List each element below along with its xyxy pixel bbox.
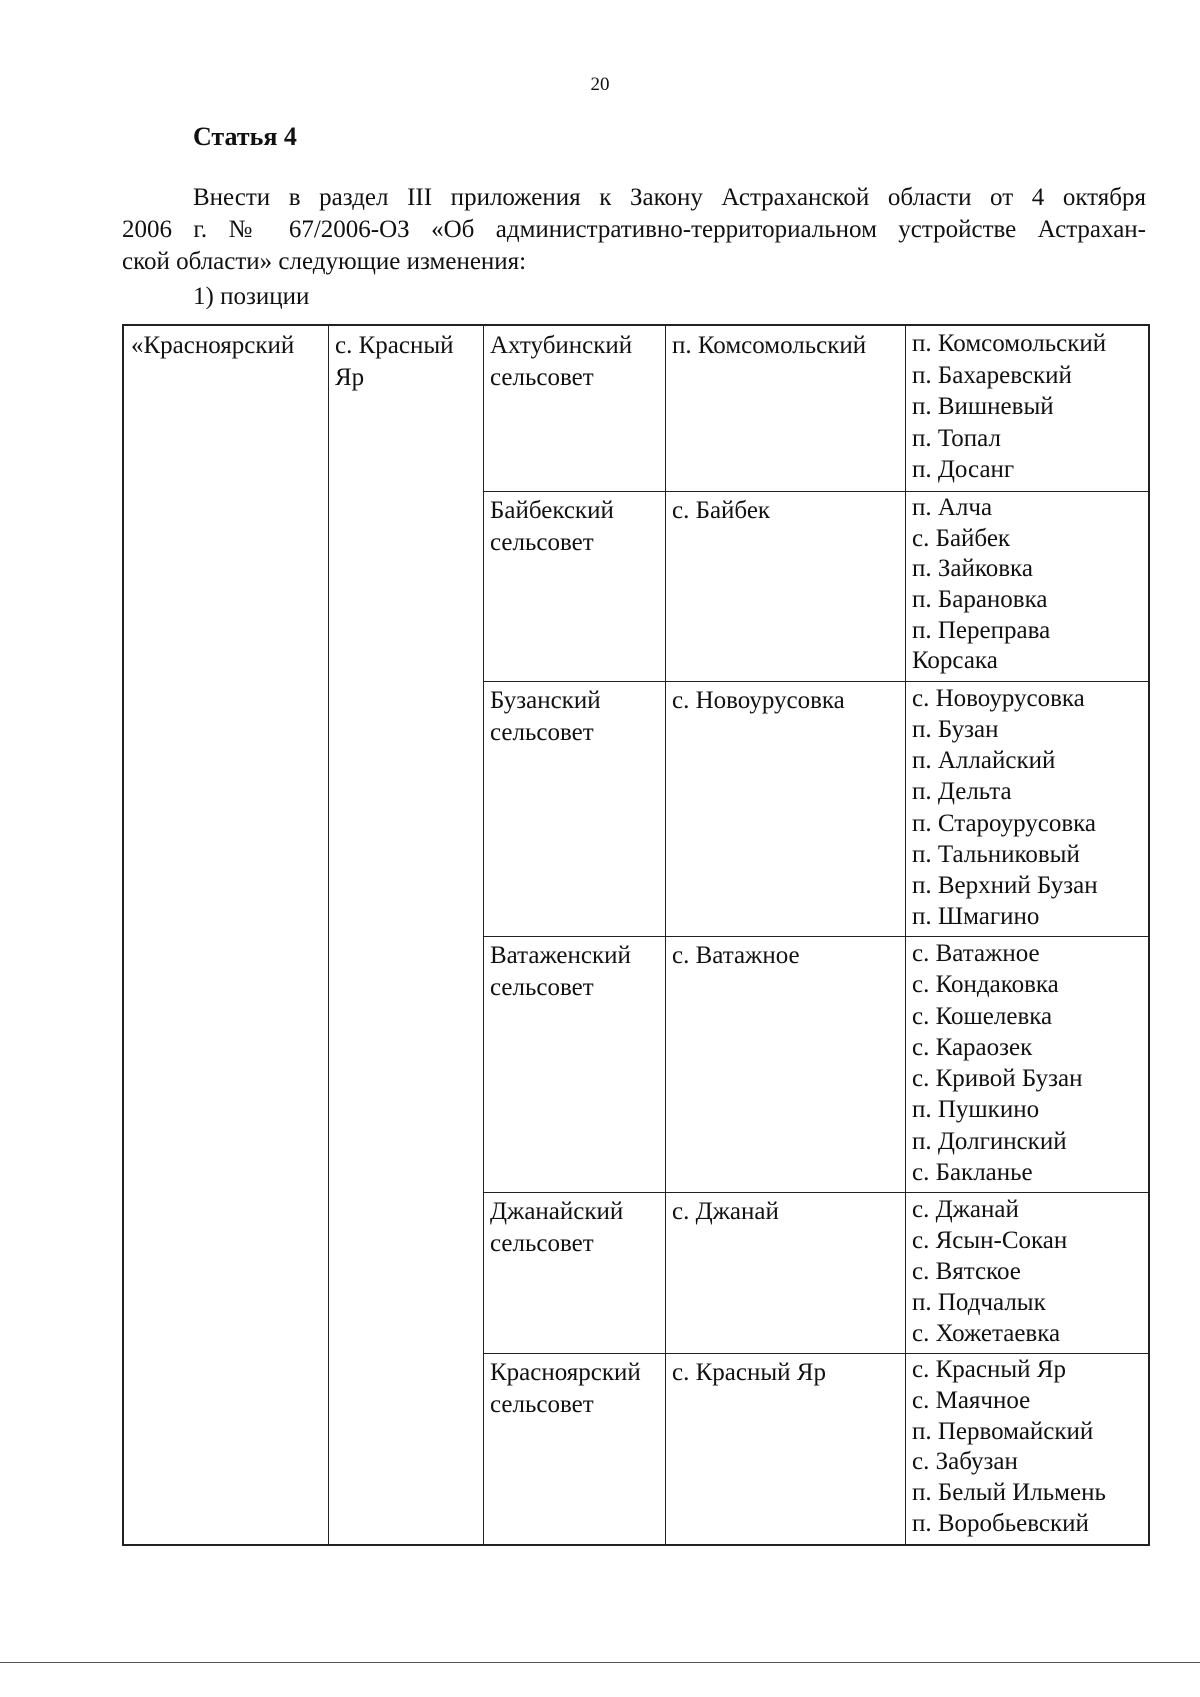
article-title: Статья 4 (193, 122, 297, 151)
council-cell (483, 936, 665, 1003)
settlement-name: п. Бузан (912, 716, 999, 744)
settlement-name: п. Топал (912, 424, 1001, 452)
bottom-rule (0, 1662, 1200, 1663)
council-name: Байбекский (490, 497, 614, 524)
settlement-name: с. Байбек (912, 524, 1011, 552)
council-name: сельсовет (490, 363, 594, 391)
settlements-cell (905, 936, 1148, 1188)
center-cell (665, 1353, 905, 1389)
admin-center-cell (328, 326, 483, 393)
settlement-name: п. Шмагино (912, 902, 1040, 930)
settlement-name: п. Пушкино (912, 1096, 1040, 1124)
council-name: сельсовет (490, 1390, 594, 1418)
settlement-name: п. Староурусовка (912, 809, 1097, 837)
settlement-name: с. Маячное (912, 1386, 1031, 1414)
council-cell (483, 681, 665, 748)
settlement-name: с. Джанай (912, 1196, 1019, 1223)
settlement-name: с. Кондаковка (912, 971, 1059, 999)
council-name: Ватаженский (490, 942, 631, 969)
settlement-name: с. Кривой Бузан (912, 1065, 1083, 1092)
settlement-name: п. Дельта (912, 778, 1012, 806)
center-cell (665, 491, 905, 527)
council-cell (483, 491, 665, 558)
settlement-name: п. Бахаревский (912, 361, 1072, 389)
council-name: сельсовет (490, 718, 594, 746)
settlement-name: п. Первомайский (912, 1417, 1094, 1445)
intro-line-1: Внести в раздел III приложения к Закону Астраханской области от 4 октября (193, 184, 1146, 211)
settlements-cell (905, 1192, 1148, 1349)
settlements-cell (905, 681, 1148, 932)
council-cell (483, 326, 665, 393)
center-cell (665, 936, 905, 972)
intro-line-2: 2006 г. № 67/2006-ОЗ «Об административно-территориальном устройстве Астрахан- (122, 216, 1146, 243)
page-number: 20 (590, 74, 610, 95)
settlements-cell (905, 1353, 1148, 1540)
settlement-name: с. Красный Яр (912, 1356, 1066, 1383)
intro-paragraph (122, 182, 1146, 278)
admin-center-line-2: Яр (335, 363, 365, 391)
council-name: Бузанский (490, 687, 601, 714)
council-center-name: с. Красный Яр (672, 1359, 826, 1386)
council-cell (483, 1192, 665, 1259)
district-cell (124, 326, 328, 362)
council-cell (483, 1353, 665, 1420)
positions-label: 1) позиции (193, 283, 310, 310)
settlements-cell (905, 326, 1148, 486)
settlements-cell (905, 491, 1148, 677)
council-center-name: с. Байбек (672, 497, 771, 524)
settlement-name: с. Ватажное (912, 940, 1040, 967)
admin-center-line-1: с. Красный (335, 332, 454, 359)
settlement-name: с. Новоурусовка (912, 685, 1085, 712)
center-cell (665, 681, 905, 717)
settlement-name: п. Аллайский (912, 747, 1056, 775)
settlement-name: с. Кошелевка (912, 1002, 1053, 1030)
territorial-table (122, 324, 1150, 1546)
center-cell (665, 1192, 905, 1228)
settlement-name: с. Бакланье (912, 1158, 1033, 1186)
settlement-name: п. Белый Ильмень (912, 1479, 1106, 1507)
settlement-name: п. Долгинский (912, 1127, 1067, 1155)
council-name: сельсовет (490, 1229, 594, 1257)
council-center-name: п. Комсомольский (672, 332, 867, 359)
settlement-name: с. Хожетаевка (912, 1320, 1061, 1347)
council-name: Красноярский (490, 1359, 641, 1386)
settlement-name: п. Переправа (912, 616, 1051, 644)
settlement-name: Корсака (912, 647, 998, 675)
settlement-name: п. Тальниковый (912, 840, 1080, 868)
council-name: Джанайский (490, 1198, 624, 1225)
settlement-name: п. Комсомольский (912, 330, 1107, 357)
council-name: сельсовет (490, 973, 594, 1001)
settlement-name: п. Подчалык (912, 1289, 1046, 1316)
council-center-name: с. Джанай (672, 1198, 779, 1225)
settlement-name: с. Караозек (912, 1033, 1033, 1061)
settlement-name: п. Воробьевский (912, 1510, 1089, 1538)
settlement-name: п. Алча (912, 494, 993, 521)
settlement-name: п. Барановка (912, 586, 1048, 614)
council-center-name: с. Новоурусовка (672, 687, 845, 714)
settlement-name: п. Верхний Бузан (912, 871, 1098, 899)
council-center-name: с. Ватажное (672, 942, 800, 969)
settlement-name: п. Досанг (912, 456, 1015, 483)
settlement-name: п. Зайковка (912, 555, 1033, 583)
settlement-name: с. Ясын-Сокан (912, 1227, 1068, 1254)
council-name: сельсовет (490, 528, 594, 556)
center-cell (665, 326, 905, 362)
column-divider (328, 326, 329, 1544)
district-name: «Красноярский (131, 332, 295, 359)
settlement-name: с. Забузан (912, 1448, 1018, 1476)
settlement-name: п. Вишневый (912, 393, 1054, 420)
settlement-name: с. Вятское (912, 1258, 1021, 1285)
council-name: Ахтубинский (490, 332, 633, 359)
intro-line-3: ской области» следующие изменения: (122, 248, 527, 275)
